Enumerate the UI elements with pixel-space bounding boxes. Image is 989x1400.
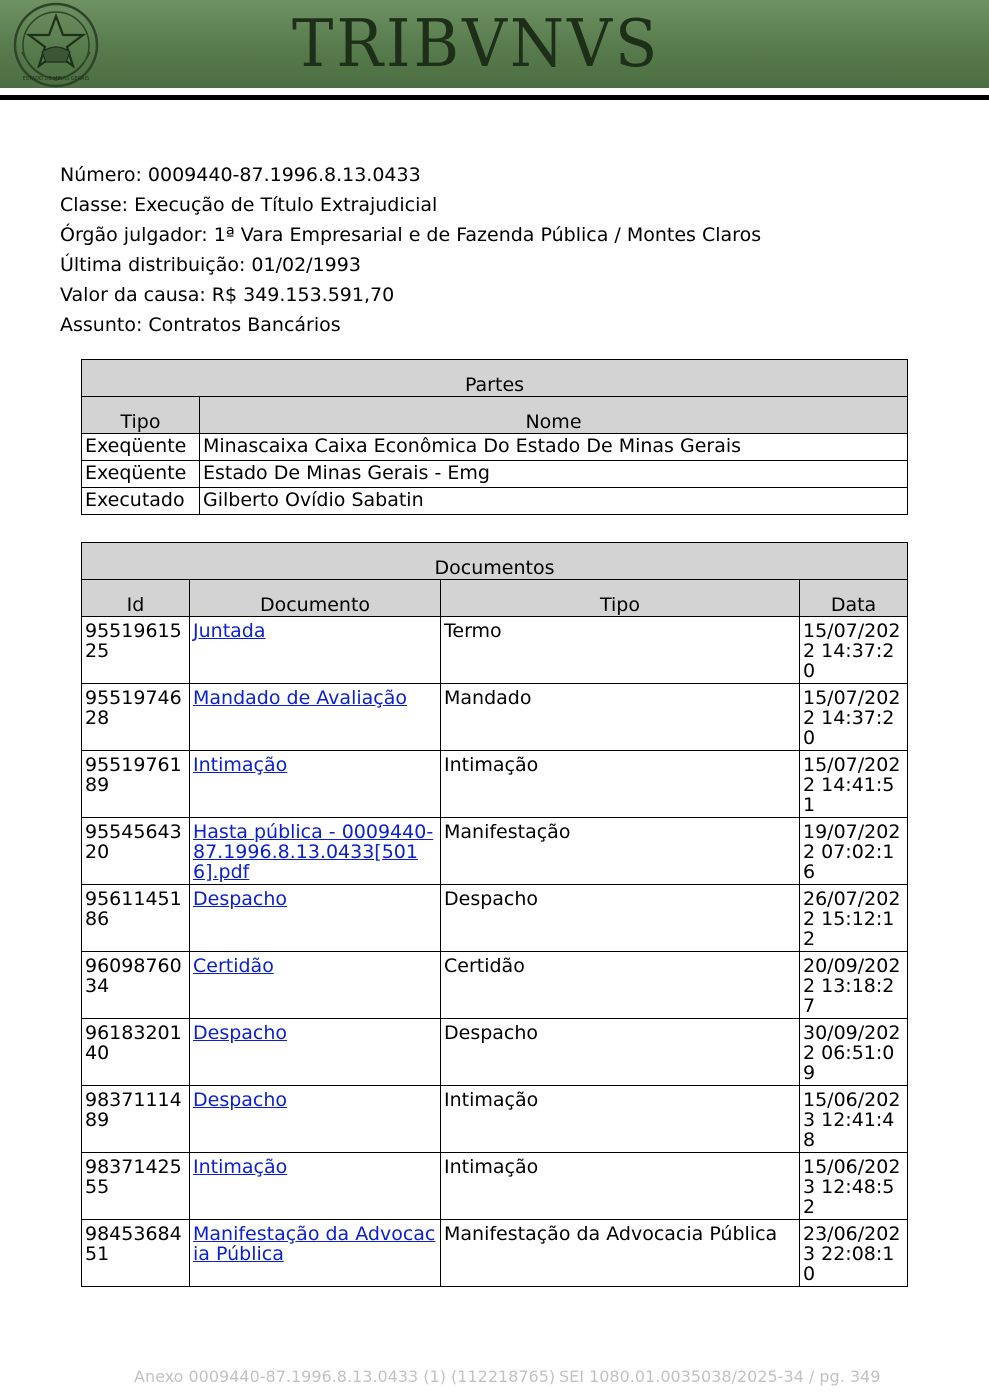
document-date: 15/07/2022 14:41:51 — [800, 751, 908, 818]
document-link[interactable]: Intimação — [193, 754, 288, 776]
documents-col-tipo: Tipo — [441, 580, 800, 617]
case-subject: Assunto: Contratos Bancários — [60, 314, 341, 336]
party-type: Exeqüente — [82, 434, 200, 461]
documents-col-documento: Documento — [190, 580, 441, 617]
document-link[interactable]: Certidão — [193, 955, 274, 977]
document-type: Despacho — [441, 1019, 800, 1086]
document-id: 9551961525 — [82, 617, 190, 684]
document-type: Mandado — [441, 684, 800, 751]
coat-of-arms-seal — [12, 2, 100, 88]
documents-col-data: Data — [800, 580, 908, 617]
document-id: 9837142555 — [82, 1153, 190, 1220]
party-row — [82, 434, 908, 461]
process-metadata — [60, 160, 940, 340]
document-id: 9609876034 — [82, 952, 190, 1019]
footer-sei-page: SEI 1080.01.0035038/2025-34 / pg. 349 — [559, 1367, 881, 1386]
document-date: 26/07/2022 15:12:12 — [800, 885, 908, 952]
document-type: Certidão — [441, 952, 800, 1019]
document-id: 9561145186 — [82, 885, 190, 952]
seal-text: ESTADO DE MINAS GERAIS — [22, 76, 90, 82]
document-date: 19/07/2022 07:02:16 — [800, 818, 908, 885]
parties-col-nome: Nome — [200, 397, 908, 434]
party-name: Minascaixa Caixa Econômica Do Estado De Minas Gerais — [200, 434, 908, 461]
document-id: 9837111489 — [82, 1086, 190, 1153]
document-row — [82, 1220, 908, 1287]
document-date: 15/06/2023 12:41:48 — [800, 1086, 908, 1153]
process-number: Número: 0009440-87.1996.8.13.0433 — [60, 164, 421, 186]
party-row — [82, 488, 908, 515]
document-id: 9551974628 — [82, 684, 190, 751]
page-footer — [0, 1366, 989, 1388]
process-class: Classe: Execução de Título Extrajudicial — [60, 194, 438, 216]
document-type: Intimação — [441, 1086, 800, 1153]
document-type: Manifestação da Advocacia Pública — [441, 1220, 800, 1287]
document-row — [82, 952, 908, 1019]
header-banner — [0, 0, 989, 88]
document-type: Manifestação — [441, 818, 800, 885]
parties-table — [81, 359, 908, 515]
document-date: 30/09/2022 06:51:09 — [800, 1019, 908, 1086]
party-row — [82, 461, 908, 488]
document-row — [82, 1153, 908, 1220]
document-link[interactable]: Intimação — [193, 1156, 288, 1178]
banner-divider-light — [0, 88, 989, 93]
case-value: Valor da causa: R$ 349.153.591,70 — [60, 284, 395, 306]
document-link[interactable]: Manifestação da Advocacia Pública — [193, 1223, 436, 1265]
banner-divider-dark — [0, 95, 989, 100]
document-row — [82, 1019, 908, 1086]
document-row — [82, 751, 908, 818]
brand-logo: TRIBVNVS — [292, 5, 661, 82]
document-date: 15/07/2022 14:37:20 — [800, 684, 908, 751]
document-date: 23/06/2023 22:08:10 — [800, 1220, 908, 1287]
document-type: Intimação — [441, 1153, 800, 1220]
document-type: Termo — [441, 617, 800, 684]
party-type: Executado — [82, 488, 200, 515]
party-type: Exeqüente — [82, 461, 200, 488]
parties-col-tipo: Tipo — [82, 397, 200, 434]
document-id: 9618320140 — [82, 1019, 190, 1086]
document-id: 9554564320 — [82, 818, 190, 885]
document-date: 15/07/2022 14:37:20 — [800, 617, 908, 684]
document-row — [82, 684, 908, 751]
document-link[interactable]: Hasta pública - 0009440-87.1996.8.13.0433[5016].pdf — [193, 821, 434, 883]
documents-col-id: Id — [82, 580, 190, 617]
document-date: 20/09/2022 13:18:27 — [800, 952, 908, 1019]
footer-annex: Anexo 0009440-87.1996.8.13.0433 (1) (112218765) — [134, 1367, 556, 1386]
document-id: 9845368451 — [82, 1220, 190, 1287]
party-name: Estado De Minas Gerais - Emg — [200, 461, 908, 488]
party-name: Gilberto Ovídio Sabatin — [200, 488, 908, 515]
document-link[interactable]: Juntada — [193, 620, 266, 642]
documents-caption: Documentos — [82, 543, 908, 580]
document-link[interactable]: Despacho — [193, 1089, 288, 1111]
document-row — [82, 818, 908, 885]
document-link[interactable]: Despacho — [193, 888, 288, 910]
parties-caption: Partes — [82, 360, 908, 397]
document-date: 15/06/2023 12:48:52 — [800, 1153, 908, 1220]
document-link[interactable]: Mandado de Avaliação — [193, 687, 407, 709]
documents-table — [81, 542, 908, 1287]
document-row — [82, 1086, 908, 1153]
document-id: 9551976189 — [82, 751, 190, 818]
document-type: Intimação — [441, 751, 800, 818]
document-row — [82, 885, 908, 952]
document-type: Despacho — [441, 885, 800, 952]
document-link[interactable]: Despacho — [193, 1022, 288, 1044]
last-distribution: Última distribuição: 01/02/1993 — [60, 254, 361, 276]
judging-body: Órgão julgador: 1ª Vara Empresarial e de Fazenda Pública / Montes Claros — [60, 224, 762, 246]
document-row — [82, 617, 908, 684]
